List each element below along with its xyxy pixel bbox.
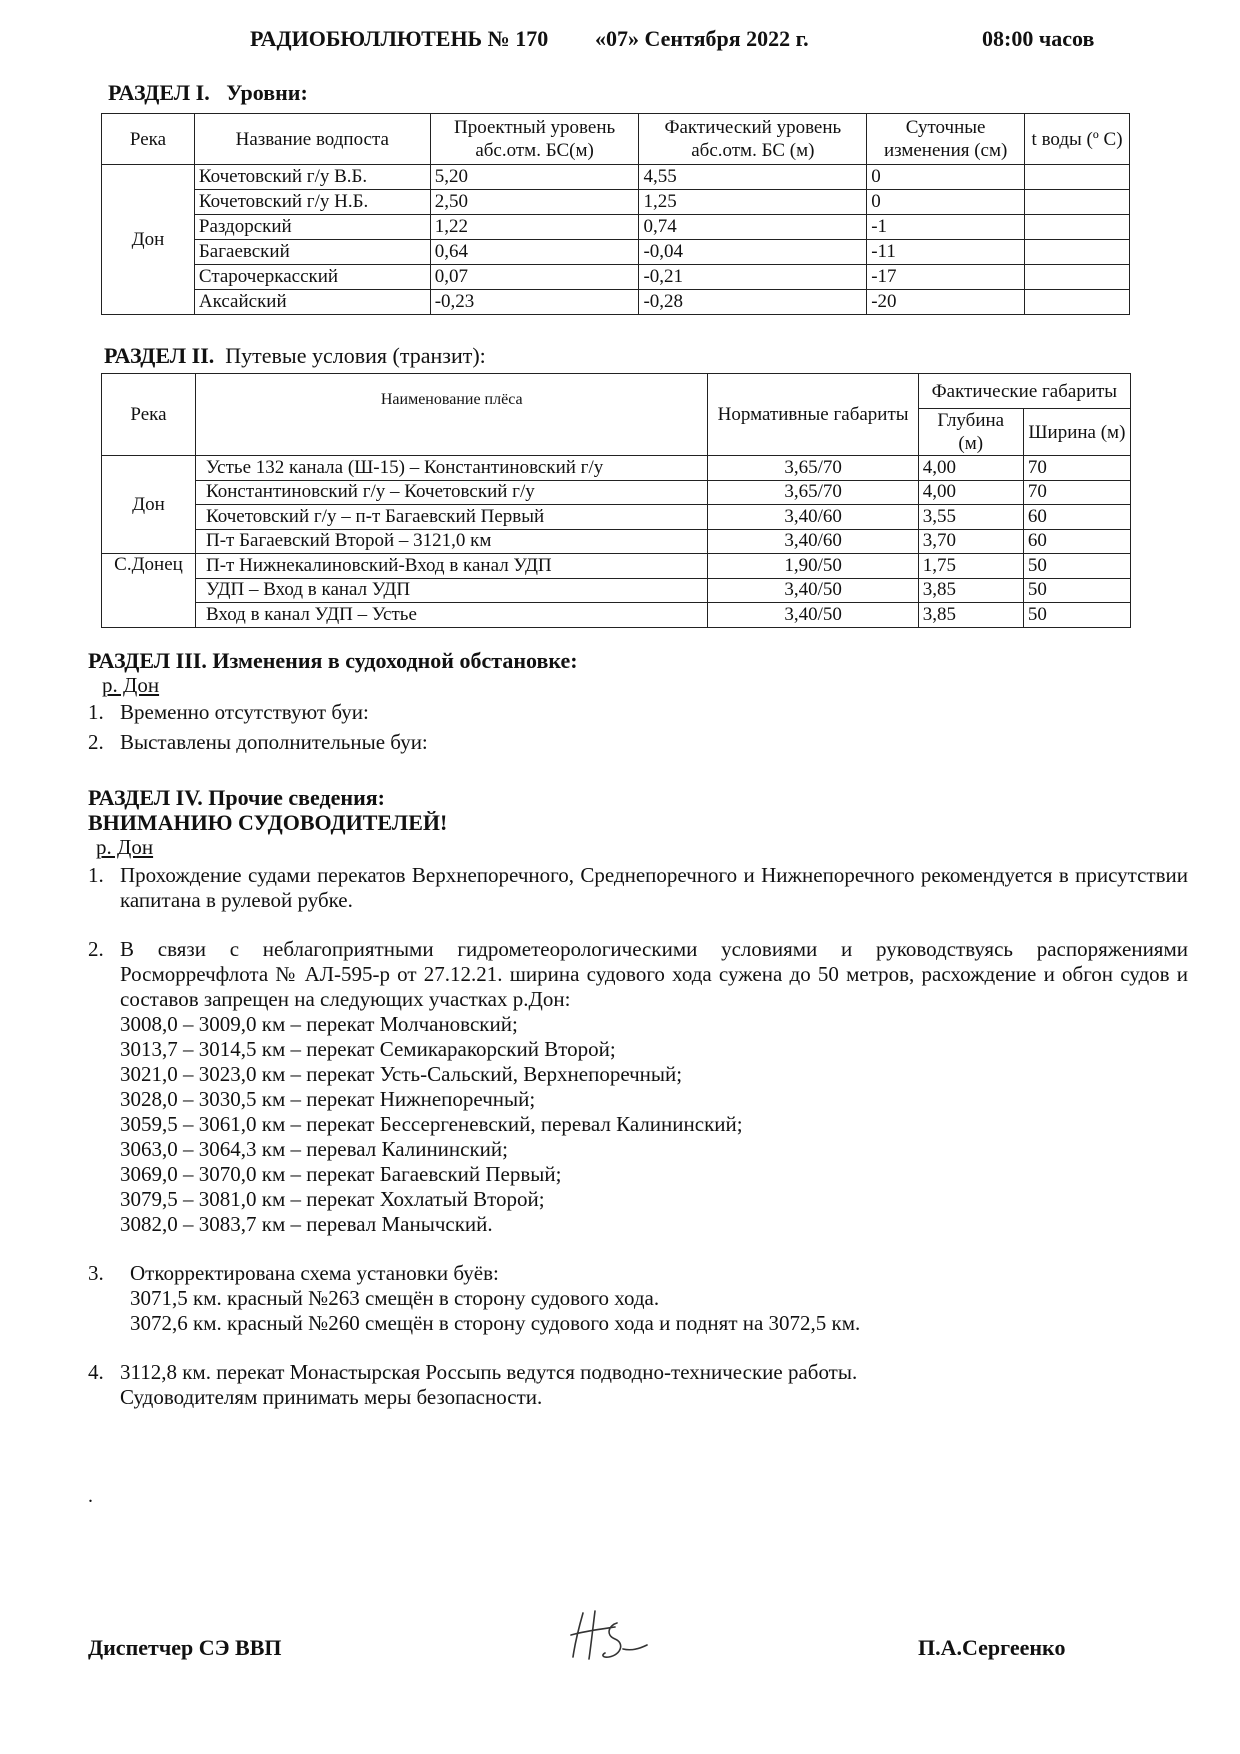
actual-level: 1,25 xyxy=(639,190,867,215)
col-post: Название водпоста xyxy=(194,114,430,165)
restricted-section-line: 3008,0 – 3009,0 км – перекат Молчановский; xyxy=(120,1012,518,1036)
actual-width: 50 xyxy=(1023,554,1130,579)
water-temp xyxy=(1025,190,1130,215)
table-row xyxy=(102,529,1131,554)
post-name: Багаевский xyxy=(194,240,430,265)
section1-title-rest: Уровни: xyxy=(226,80,308,105)
norm-dimensions: 3,65/70 xyxy=(708,480,918,505)
section2-title xyxy=(104,343,486,369)
col-water-temp: t воды (º С) xyxy=(1025,114,1130,165)
safety-note: Судоводителям принимать меры безопасности. xyxy=(120,1385,543,1409)
section4-title: РАЗДЕЛ IV. Прочие сведения: xyxy=(88,785,385,810)
restricted-section-line: 3021,0 – 3023,0 км – перекат Усть-Сальский, Верхнепоречный; xyxy=(120,1062,683,1086)
actual-depth: 3,70 xyxy=(918,529,1023,554)
reach-name: УДП – Вход в канал УДП xyxy=(196,578,708,603)
table-row xyxy=(102,456,1131,481)
restricted-section-line: 3063,0 – 3064,3 км – перевал Калининский; xyxy=(120,1137,508,1161)
reach-name: Константиновский г/у – Кочетовский г/у xyxy=(196,480,708,505)
section4-river: р. Дон xyxy=(96,835,154,859)
restricted-sections-list xyxy=(120,1012,1188,1237)
actual-width: 50 xyxy=(1023,603,1130,628)
section3-item-2: 2. Выставлены дополнительные буи: xyxy=(88,730,428,754)
norm-dimensions: 3,40/60 xyxy=(708,505,918,530)
dispatcher-name: П.А.Сергеенко xyxy=(918,1635,1066,1660)
bulletin-date: «07» Сентября 2022 г. xyxy=(595,26,809,51)
section4-item-2: 2. В связи с неблагоприятными гидрометеорологическими условиями и руководствуясь распоряжениями Росморречфлота № АЛ-595-р от 27.12.21. ширина судового хода сужена до 50 метров, расхождение и обгон судов и составов запрещен на следующих участках р.Дон: 3008,0 – 3009,0 км – перекат Молчановский; 3013,7 – 3014,5 км – перекат Семикаракорский Второй; 3021,0 – 3023,0 км – перекат Усть-Сальский, Верхнепоречный; 3028,0 – 3030,5 км – перекат Нижнепоречный; 3059,5 – 3061,0 км – перекат Бессергеневский, перевал Калининский; 3063,0 – 3064,3 км – перевал Калининский; 3069,0 – 3070,0 км – перекат Багаевский Первый; 3079,5 – 3081,0 км – перекат Хохлатый Второй; 3082,0 – 3083,7 км – перевал Манычский. xyxy=(88,937,1188,1236)
table-row xyxy=(102,290,1130,315)
col-actual: Фактические габариты xyxy=(918,374,1130,409)
buoy-change-line: 3072,6 км. красный №260 смещён в сторону судового хода и поднят на 3072,5 км. xyxy=(130,1311,861,1335)
levels-header-row xyxy=(102,114,1130,165)
section2-title-bold: РАЗДЕЛ II. xyxy=(104,343,215,368)
route-header-row-1 xyxy=(102,374,1131,409)
col-actual-level: Фактический уровень абс.отм. БС (м) xyxy=(639,114,867,165)
col-river: Река xyxy=(102,114,195,165)
actual-level: -0,28 xyxy=(639,290,867,315)
actual-level: -0,21 xyxy=(639,265,867,290)
water-temp xyxy=(1025,240,1130,265)
norm-dimensions: 3,40/50 xyxy=(708,603,918,628)
section2-title-rest: Путевые условия (транзит): xyxy=(225,343,486,368)
table-row xyxy=(102,554,1131,579)
daily-change: 0 xyxy=(867,190,1025,215)
norm-dimensions: 1,90/50 xyxy=(708,554,918,579)
river-cell: Дон xyxy=(102,165,195,315)
attention-heading: ВНИМАНИЮ СУДОВОДИТЕЛЕЙ! xyxy=(88,810,448,835)
section3-title: РАЗДЕЛ III. Изменения в судоходной обстановке: xyxy=(88,648,578,673)
reach-name: Кочетовский г/у – п-т Багаевский Первый xyxy=(196,505,708,530)
col-daily-change: Суточные изменения (см) xyxy=(867,114,1025,165)
levels-table xyxy=(101,113,1130,315)
river-cell: Дон xyxy=(102,456,196,554)
col-depth: Глубина (м) xyxy=(918,409,1023,456)
post-name: Аксайский xyxy=(194,290,430,315)
bulletin-number: РАДИОБЮЛЛЮТЕНЬ № 170 xyxy=(250,26,549,51)
section4-item-3: 3. Откорректирована схема установки буёв: 3071,5 км. красный №263 смещён в сторону судового хода. 3072,6 км. красный №260 смещён в сторону судового хода и поднят на 3072,5 км. xyxy=(88,1261,1188,1336)
actual-depth: 3,85 xyxy=(918,578,1023,603)
design-level: 0,64 xyxy=(430,240,639,265)
design-level: 5,20 xyxy=(430,165,639,190)
actual-width: 70 xyxy=(1023,480,1130,505)
section3 xyxy=(88,648,1188,755)
buoy-change-line: 3071,5 км. красный №263 смещён в сторону судового хода. xyxy=(130,1286,660,1310)
section3-item-1: 1. Временно отсутствуют буи: xyxy=(88,700,369,724)
daily-change: 0 xyxy=(867,165,1025,190)
norm-dimensions: 3,65/70 xyxy=(708,456,918,481)
water-temp xyxy=(1025,215,1130,240)
daily-change: -1 xyxy=(867,215,1025,240)
actual-width: 60 xyxy=(1023,529,1130,554)
restricted-section-line: 3082,0 – 3083,7 км – перевал Манычский. xyxy=(120,1212,493,1236)
reach-name: П-т Нижнекалиновский-Вход в канал УДП xyxy=(196,554,708,579)
handwritten-signature xyxy=(565,1605,655,1665)
table-row xyxy=(102,215,1130,240)
water-temp xyxy=(1025,265,1130,290)
actual-level: 0,74 xyxy=(639,215,867,240)
design-level: -0,23 xyxy=(430,290,639,315)
water-temp xyxy=(1025,165,1130,190)
restricted-section-line: 3079,5 – 3081,0 км – перекат Хохлатый Второй; xyxy=(120,1187,545,1211)
daily-change: -17 xyxy=(867,265,1025,290)
col-width: Ширина (м) xyxy=(1023,409,1130,456)
stray-dot: . xyxy=(88,1485,93,1507)
actual-width: 70 xyxy=(1023,456,1130,481)
water-temp xyxy=(1025,290,1130,315)
reach-name: П-т Багаевский Второй – 3121,0 км xyxy=(196,529,708,554)
section4-item-1: 1. Прохождение судами перекатов Верхнепоречного, Среднепоречного и Нижнепоречного рекомендуется в присутствии капитана в рулевой рубке. xyxy=(88,863,1188,912)
section4-item-4: 4. 3112,8 км. перекат Монастырская Россыпь ведутся подводно-технические работы. Судоводителям принимать меры безопасности. xyxy=(88,1360,1188,1410)
actual-depth: 4,00 xyxy=(918,480,1023,505)
actual-level: 4,55 xyxy=(639,165,867,190)
reach-name: Устье 132 канала (Ш-15) – Константиновский г/у xyxy=(196,456,708,481)
section3-river: р. Дон xyxy=(102,673,160,697)
section1-title-bold: РАЗДЕЛ I. xyxy=(108,80,210,105)
col-river: Река xyxy=(102,374,196,456)
route-conditions-table xyxy=(101,373,1131,628)
table-row xyxy=(102,578,1131,603)
bulletin-time: 08:00 часов xyxy=(982,26,1095,51)
restricted-section-line: 3028,0 – 3030,5 км – перекат Нижнепоречный; xyxy=(120,1087,536,1111)
restricted-section-line: 3059,5 – 3061,0 км – перекат Бессергеневский, перевал Калининский; xyxy=(120,1112,743,1136)
table-row xyxy=(102,603,1131,628)
norm-dimensions: 3,40/50 xyxy=(708,578,918,603)
col-design-level: Проектный уровень абс.отм. БС(м) xyxy=(430,114,639,165)
post-name: Кочетовский г/у Н.Б. xyxy=(194,190,430,215)
actual-level: -0,04 xyxy=(639,240,867,265)
table-row xyxy=(102,240,1130,265)
table-row xyxy=(102,190,1130,215)
section4 xyxy=(88,785,1188,1410)
actual-width: 50 xyxy=(1023,578,1130,603)
actual-depth: 3,55 xyxy=(918,505,1023,530)
table-row xyxy=(102,165,1130,190)
design-level: 2,50 xyxy=(430,190,639,215)
actual-depth: 1,75 xyxy=(918,554,1023,579)
post-name: Старочеркасский xyxy=(194,265,430,290)
table-row xyxy=(102,480,1131,505)
actual-depth: 3,85 xyxy=(918,603,1023,628)
buoy-changes-list xyxy=(120,1286,1188,1336)
daily-change: -11 xyxy=(867,240,1025,265)
actual-depth: 4,00 xyxy=(918,456,1023,481)
table-row xyxy=(102,265,1130,290)
daily-change: -20 xyxy=(867,290,1025,315)
restricted-section-line: 3013,7 – 3014,5 км – перекат Семикаракорский Второй; xyxy=(120,1037,616,1061)
norm-dimensions: 3,40/60 xyxy=(708,529,918,554)
actual-width: 60 xyxy=(1023,505,1130,530)
reach-name: Вход в канал УДП – Устье xyxy=(196,603,708,628)
river-cell: С.Донец xyxy=(102,554,196,628)
restricted-section-line: 3069,0 – 3070,0 км – перекат Багаевский Первый; xyxy=(120,1162,562,1186)
table-row xyxy=(102,505,1131,530)
col-norm: Нормативные габариты xyxy=(708,374,918,456)
section1-title xyxy=(108,80,308,106)
post-name: Раздорский xyxy=(194,215,430,240)
dispatcher-position: Диспетчер СЭ ВВП xyxy=(88,1635,282,1660)
col-reach: Наименование плёса xyxy=(196,374,708,456)
design-level: 0,07 xyxy=(430,265,639,290)
post-name: Кочетовский г/у В.Б. xyxy=(194,165,430,190)
design-level: 1,22 xyxy=(430,215,639,240)
